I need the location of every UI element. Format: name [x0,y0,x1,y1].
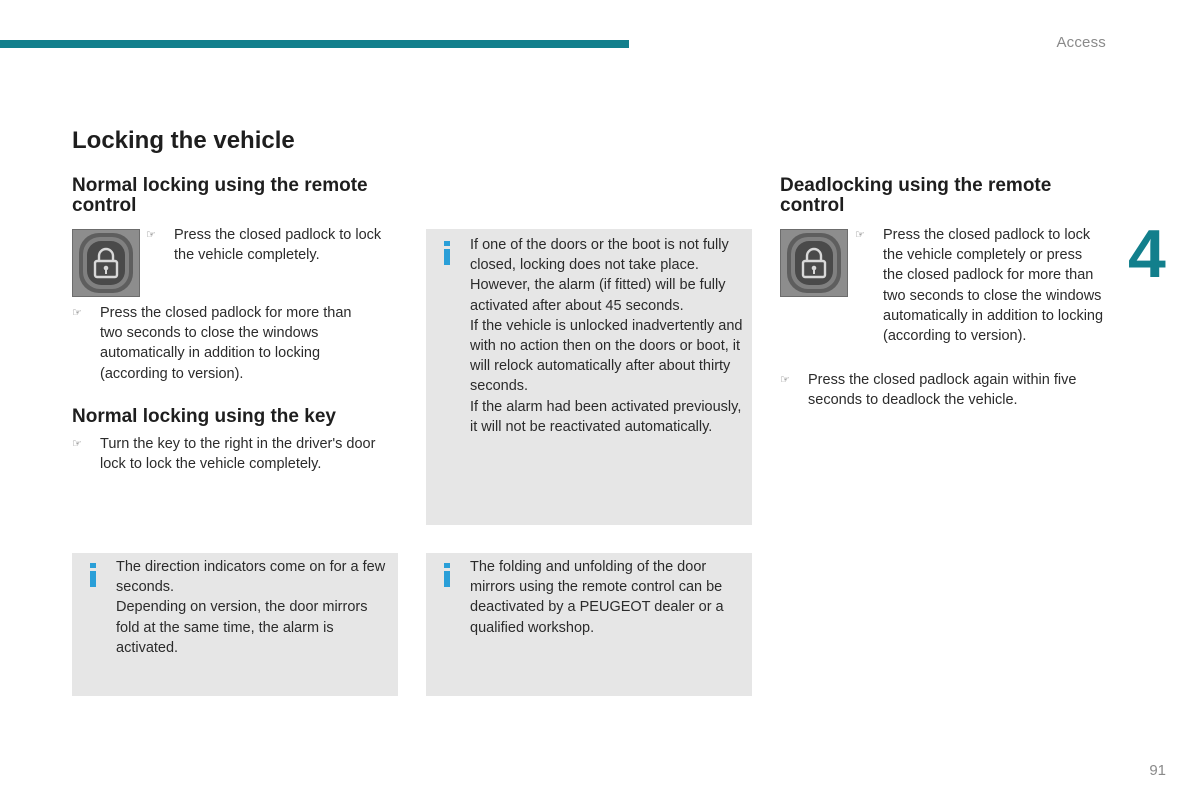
list-item [855,225,1105,346]
info-paragraph: If the alarm had been activated previously, it will not be reactivated automatically. [470,398,742,435]
list-item [72,303,402,384]
list-item [780,370,1105,410]
closed-padlock-icon [781,230,847,296]
list-item-text: Press the closed padlock to lock the vehicle completely or press the closed padlock for more than two seconds to close the windows automatically in addition to locking (according to version). [883,227,1104,345]
info-icon [88,563,98,587]
pointing-hand-icon: ☞ [780,374,790,386]
remote-padlock-image [72,229,140,297]
info-box-mirrors [426,553,752,696]
deadlocking-heading: Deadlocking using the remote control [780,175,1052,216]
info-paragraph: Depending on version, the door mirrors fold at the same time, the alarm is activated. [116,599,368,656]
closed-padlock-icon [73,230,139,296]
info-icon [442,563,452,587]
info-paragraph: If the vehicle is unlocked inadvertently and with no action then on the doors or boot, it will relock automatically after about thirty seconds. [470,317,743,395]
info-paragraph: If one of the doors or the boot is not fully closed, locking does not take place. [470,237,729,274]
chapter-number: 4 [1128,216,1166,292]
section-name: Access [1056,34,1106,51]
normal-remote-heading: Normal locking using the remote control [72,175,368,216]
page-title: Locking the vehicle [72,127,295,154]
list-item-text: Press the closed padlock again within five seconds to deadlock the vehicle. [808,372,1077,409]
list-item-text: Press the closed padlock to lock the vehicle completely. [174,227,382,264]
pointing-hand-icon: ☞ [146,229,156,241]
header-accent-bar [0,40,629,48]
info-paragraph: The folding and unfolding of the door mirrors using the remote control can be deactivated by a PEUGEOT dealer or a qualified workshop. [470,559,724,636]
info-box-text [470,557,746,638]
list-item [72,434,402,474]
pointing-hand-icon: ☞ [72,438,82,450]
page-number: 91 [1149,762,1166,779]
pointing-hand-icon: ☞ [855,229,865,241]
info-paragraph: The direction indicators come on for a few seconds. [116,559,386,596]
list-item-text: Press the closed padlock for more than two seconds to close the windows automatically in addition to locking (according to version). [100,305,352,382]
pointing-hand-icon: ☞ [72,307,82,319]
info-box-text [116,557,388,658]
list-item-text: Turn the key to the right in the driver's door lock to lock the vehicle completely. [100,436,376,473]
list-item [146,225,402,265]
info-box-alarm [426,229,752,525]
info-box-text [470,235,750,437]
normal-key-heading: Normal locking using the key [72,406,336,427]
info-icon [442,241,452,265]
info-paragraph: However, the alarm (if fitted) will be fully activated after about 45 seconds. [470,277,726,314]
info-box-indicators [72,553,398,696]
deadlock-padlock-image [780,229,848,297]
